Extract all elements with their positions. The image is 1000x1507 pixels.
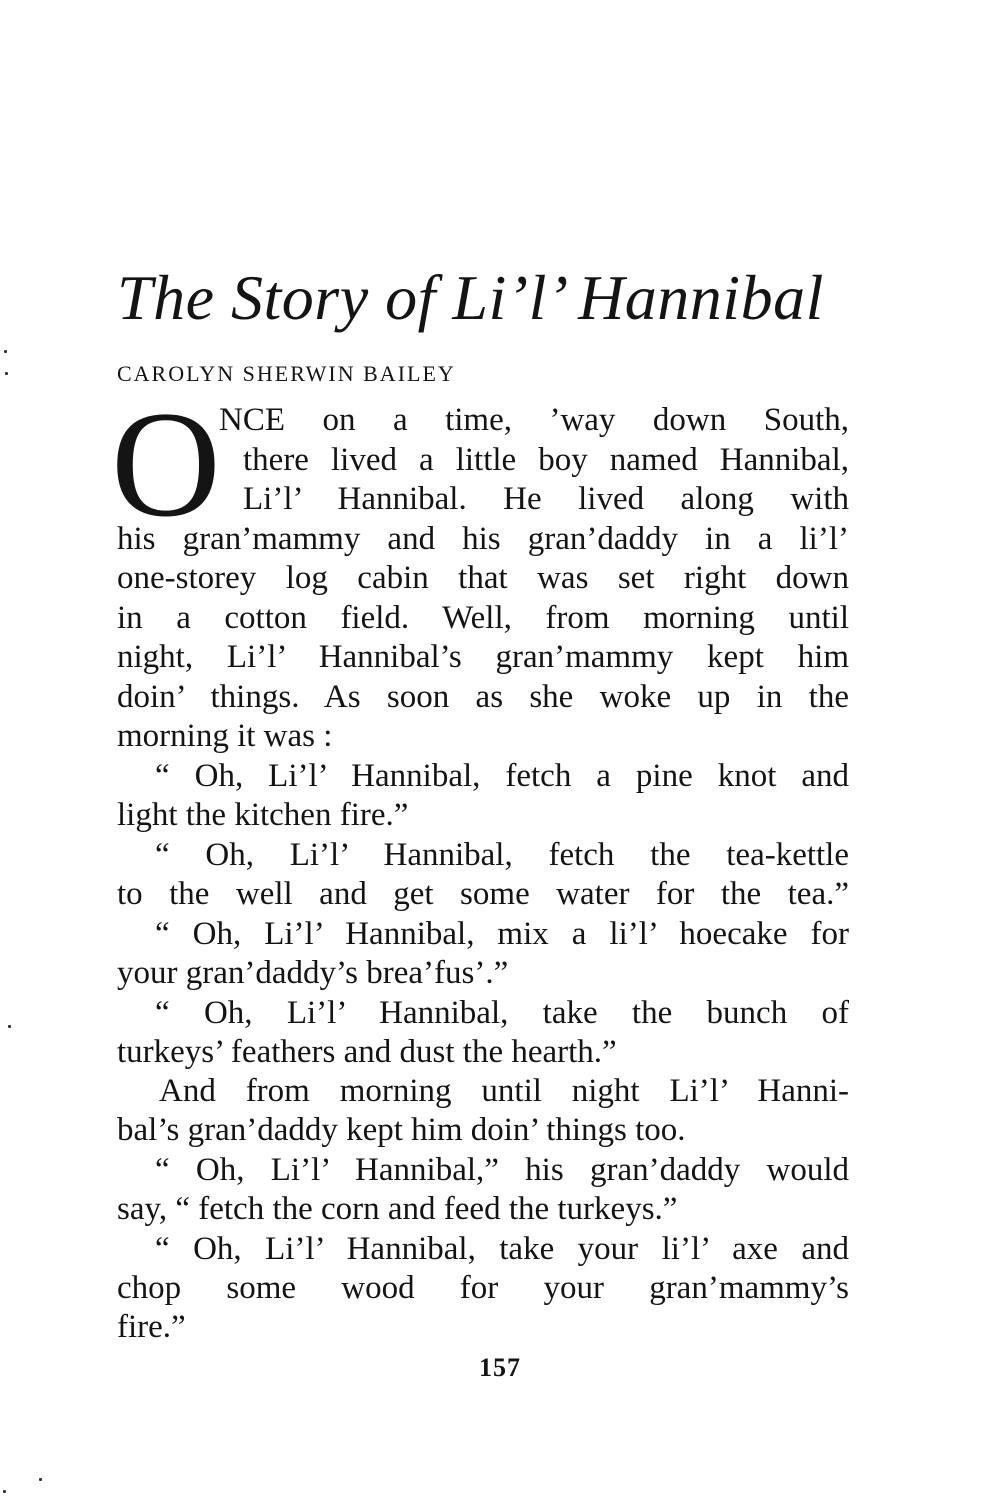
margin-speck	[39, 1478, 42, 1481]
text-line: there lived a little boy named Hannibal,	[243, 442, 849, 478]
text-line: light the kitchen fire.”	[117, 797, 409, 833]
margin-speck	[8, 1025, 11, 1028]
text-line: doin’ things. As soon as she woke up in the	[117, 679, 849, 715]
text-line: And from morning until night Li’l’ Hanni-	[159, 1073, 849, 1109]
text-line: chop some wood for your gran’mammy’s	[117, 1270, 849, 1306]
text-line: “ Oh, Li’l’ Hannibal, mix a li’l’ hoecake for	[155, 916, 849, 952]
text-line: “ Oh, Li’l’ Hannibal, take the bunch of	[155, 995, 849, 1031]
text-line: to the well and get some water for the tea.”	[117, 876, 849, 912]
text-line: night, Li’l’ Hannibal’s gran’mammy kept him	[117, 639, 849, 675]
text-line: say, “ fetch the corn and feed the turkeys.”	[117, 1191, 678, 1227]
page-number: 157	[479, 1353, 521, 1382]
text-line: “ Oh, Li’l’ Hannibal, fetch the tea-kettle	[155, 837, 849, 873]
text-line: fire.”	[117, 1309, 186, 1345]
text-line: bal’s gran’daddy kept him doin’ things too.	[117, 1112, 686, 1148]
text-line: turkeys’ feathers and dust the hearth.”	[117, 1034, 617, 1070]
text-line: “ Oh, Li’l’ Hannibal,” his gran’daddy would	[155, 1152, 849, 1188]
text-line: NCE on a time, ’way down South,	[219, 402, 849, 438]
margin-speck	[3, 1490, 6, 1493]
text-line: “ Oh, Li’l’ Hannibal, fetch a pine knot and	[155, 758, 849, 794]
margin-speck	[5, 372, 8, 375]
text-line: your gran’daddy’s brea’fus’.”	[117, 955, 509, 991]
text-line: in a cotton field. Well, from morning until	[117, 600, 849, 636]
author-name: CAROLYN SHERWIN BAILEY	[117, 361, 456, 386]
drop-cap: O	[111, 380, 221, 548]
text-line: Li’l’ Hannibal. He lived along with	[243, 481, 849, 517]
text-line: morning it was :	[117, 718, 333, 754]
text-line: “ Oh, Li’l’ Hannibal, take your li’l’ axe and	[155, 1231, 849, 1267]
text-line: his gran’mammy and his gran’daddy in a li’l’	[117, 521, 849, 557]
story-title: The Story of Li’l’ Hannibal	[117, 262, 824, 333]
margin-speck	[4, 350, 7, 353]
text-line: one-storey log cabin that was set right down	[117, 560, 849, 596]
